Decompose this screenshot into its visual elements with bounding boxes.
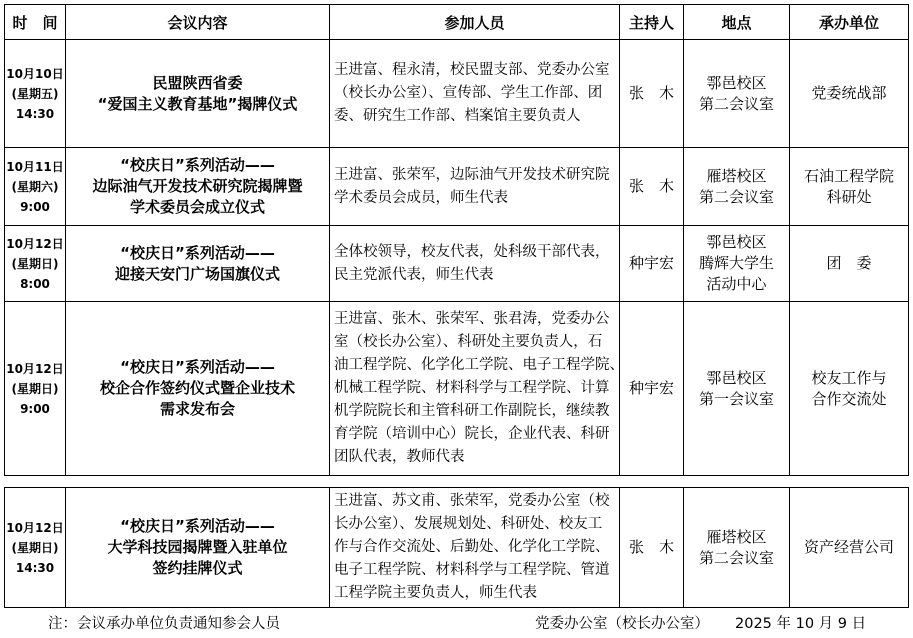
cell-time (5, 40, 66, 148)
cell-host: 张 木 (620, 148, 684, 226)
location-line: 雁塔校区 (706, 527, 767, 546)
cell-host: 张 木 (620, 488, 684, 608)
footer-office: 党委办公室（校长办公室） (535, 616, 709, 632)
organizer-line: 校友工作与 (811, 368, 887, 387)
header-attendees: 参加人员 (330, 5, 620, 40)
cell-organizer (790, 226, 909, 302)
attendees-line: （校长办公室）、宣传部、学生工作部、团 (334, 85, 603, 101)
attendees-line: 作与合作交流处、后勤处、化学化工学院、 (334, 539, 610, 555)
organizer-line: 石油工程学院 (803, 166, 894, 185)
attendees-line: 室（校长办公室）、科研处主要负责人，石 (334, 334, 603, 350)
meeting-title-line: 学术委员会成立仪式 (129, 198, 265, 216)
location-line: 鄠邑校区 (706, 73, 767, 92)
attendees-line: 机械工程学院、材料科学与工程学院、计算 (334, 380, 610, 396)
cell-attendees (330, 302, 624, 476)
cell-organizer (790, 40, 909, 148)
organizer-line: 科研处 (826, 187, 872, 206)
organizer-line: 团 委 (826, 254, 872, 272)
location-line: 腾辉大学生 (698, 254, 774, 272)
table-row (5, 302, 909, 476)
cell-organizer (790, 302, 909, 476)
attendees-line: 机学院院长和主管科研工作副院长，继续教 (334, 403, 610, 419)
cell-location (684, 226, 790, 302)
location-line: 第二会议室 (698, 94, 774, 113)
attendees-line: 团队代表，教师代表 (334, 449, 465, 465)
organizer-line: 党委统战部 (811, 84, 887, 102)
cell-meeting-title (66, 148, 330, 226)
attendees-line: 王进富、张荣军，边际油气开发技术研究院 (334, 166, 610, 183)
cell-meeting-title (66, 40, 330, 148)
time-weekday: (星期五) (11, 86, 59, 101)
meeting-title-line: “校庆日”系列活动—— (120, 517, 275, 535)
location-line: 活动中心 (706, 275, 767, 293)
attendees-line: 王进富、张木、张荣军、张君涛，党委办公 (334, 311, 610, 327)
time-time: 14:30 (15, 106, 55, 121)
meeting-title-line: “校庆日”系列活动—— (120, 243, 275, 262)
meeting-title-line: 民盟陕西省委 (152, 73, 243, 92)
cell-attendees (330, 226, 620, 302)
cell-host: 种宇宏 (620, 226, 684, 302)
footer-date: 2025 年 10 月 9 日 (735, 616, 867, 632)
organizer-line: 资产经营公司 (803, 538, 894, 556)
meeting-title-line: 大学科技园揭牌暨入驻单位 (107, 538, 288, 556)
location-line: 第二会议室 (698, 548, 774, 567)
time-time: 14:30 (15, 560, 55, 575)
table-row (5, 226, 909, 302)
time-time: 9:00 (20, 199, 50, 214)
cell-organizer (790, 488, 909, 608)
time-weekday: (星期日) (11, 381, 59, 396)
location-line: 第一会议室 (698, 389, 774, 408)
cell-time (5, 226, 66, 302)
attendees-line: 王进富、苏文甫、张荣军，党委办公室（校 (334, 493, 610, 509)
time-time: 9:00 (20, 401, 50, 416)
header-organizer: 承办单位 (790, 5, 909, 40)
location-line: 雁塔校区 (706, 166, 767, 185)
attendees-line: 王进富、程永清，校民盟支部、党委办公室 (334, 62, 610, 78)
location-line: 第二会议室 (698, 187, 774, 206)
attendees-line: 油工程学院、化学化工学院、电子工程学院、 (334, 357, 624, 373)
time-date: 10月12日 (6, 361, 64, 376)
schedule-table-continued (4, 487, 909, 608)
meeting-title-line: “爱国主义教育基地”揭牌仪式 (97, 94, 298, 113)
time-weekday: (星期日) (11, 540, 59, 555)
header-content: 会议内容 (66, 5, 330, 40)
cell-organizer (790, 148, 909, 226)
attendees-line: 学术委员会成员，师生代表 (334, 189, 508, 206)
schedule-table (4, 4, 909, 476)
attendees-line: 民主党派代表，师生代表 (334, 266, 494, 283)
meeting-title-line: 校企合作签约仪式暨企业技术 (99, 379, 295, 397)
attendees-line: 全体校领导，校友代表，处科级干部代表， (334, 243, 610, 260)
organizer-line: 合作交流处 (811, 389, 887, 408)
meeting-title-line: 边际油气开发技术研究院揭牌暨 (92, 177, 303, 195)
table-row (5, 488, 909, 608)
cell-meeting-title (66, 488, 330, 608)
meeting-title-line: 需求发布会 (159, 400, 235, 418)
cell-location (684, 488, 790, 608)
cell-location (684, 40, 790, 148)
attendees-line: 委、研究生工作部、档案馆主要负责人 (334, 108, 581, 124)
time-date: 10月12日 (6, 520, 64, 535)
time-date: 10月12日 (6, 236, 64, 251)
cell-attendees (330, 488, 620, 608)
meeting-title-line: 签约挂牌仪式 (152, 559, 243, 577)
meeting-title-line: 迎接天安门广场国旗仪式 (114, 264, 280, 283)
location-line: 鄠邑校区 (706, 368, 767, 387)
meeting-title-line: “校庆日”系列活动—— (120, 358, 275, 376)
cell-meeting-title (66, 302, 330, 476)
attendees-line: 电子工程学院、材料科学与工程学院、管道 (334, 562, 610, 578)
time-time: 8:00 (20, 276, 50, 291)
time-date: 10月11日 (6, 159, 64, 174)
attendees-line: 工程学院主要负责人，师生代表 (334, 585, 537, 601)
time-weekday: (星期六) (11, 179, 59, 194)
cell-attendees (330, 40, 620, 148)
header-row (5, 5, 909, 40)
attendees-line: 长办公室）、发展规划处、科研处、校友工 (334, 516, 603, 532)
time-date: 10月10日 (6, 66, 64, 81)
cell-location (684, 302, 790, 476)
table-row (5, 40, 909, 148)
cell-time (5, 302, 66, 476)
location-line: 鄠邑校区 (706, 233, 767, 251)
cell-meeting-title (66, 226, 330, 302)
cell-time (5, 148, 66, 226)
cell-host: 种宇宏 (620, 302, 684, 476)
header-time: 时 间 (5, 5, 66, 40)
meeting-title-line: “校庆日”系列活动—— (120, 156, 275, 174)
cell-attendees (330, 148, 620, 226)
cell-location (684, 148, 790, 226)
cell-time (5, 488, 66, 608)
table-row (5, 148, 909, 226)
time-weekday: (星期日) (11, 256, 59, 271)
header-host: 主持人 (620, 5, 684, 40)
header-location: 地点 (684, 5, 790, 40)
attendees-line: 育学院（培训中心）院长，企业代表、科研 (334, 426, 610, 442)
cell-host: 张 木 (620, 40, 684, 148)
footer-note: 注：会议承办单位负责通知参会人员 (48, 616, 280, 632)
